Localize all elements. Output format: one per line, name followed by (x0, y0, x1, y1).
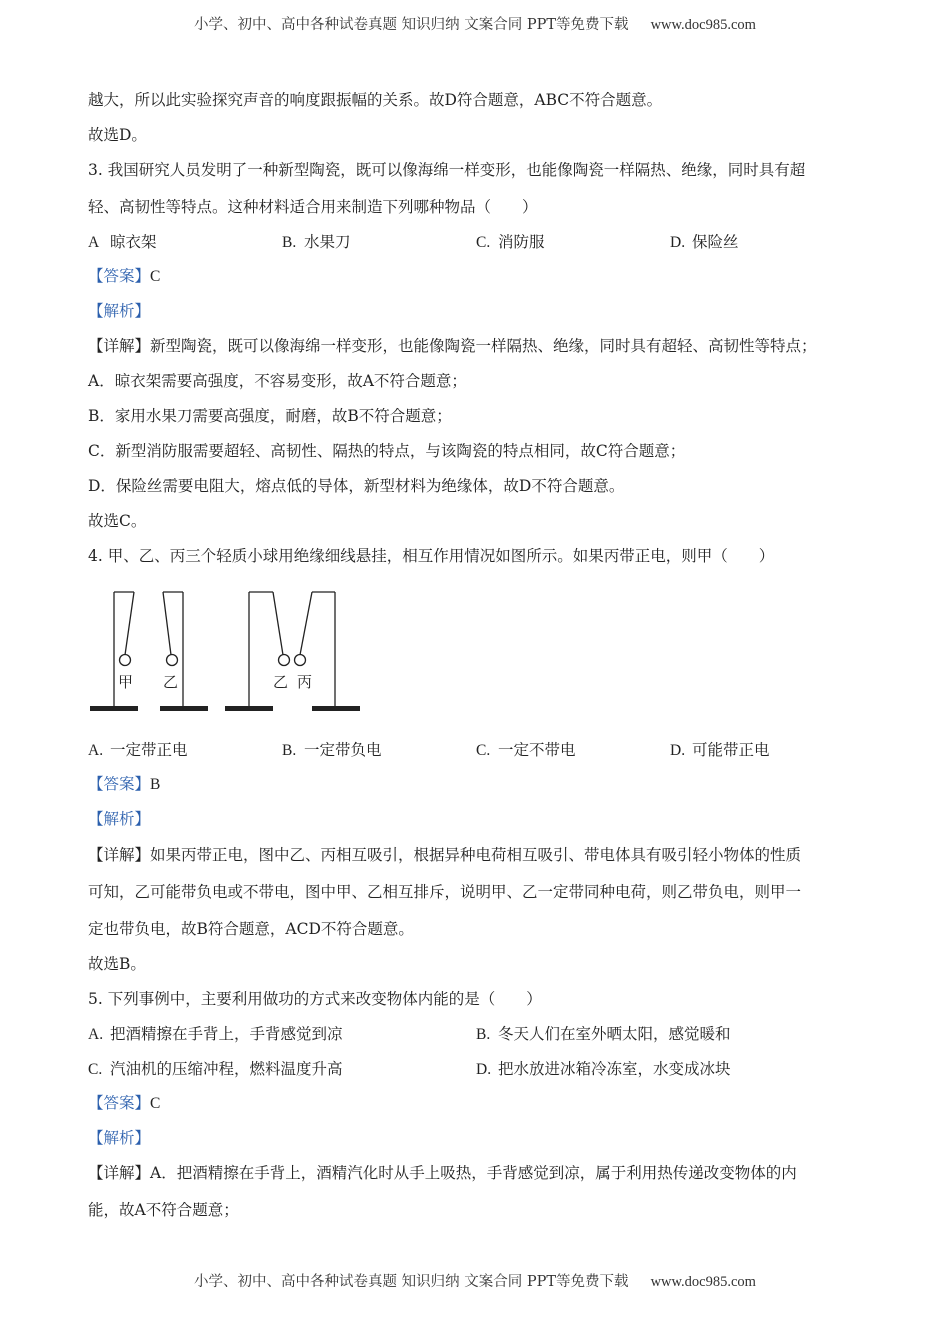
q4-detail-2: 可知，乙可能带负电或不带电，图中甲、乙相互排斥，说明甲、乙一定带同种电荷，则乙带负电，则甲一 (88, 883, 802, 901)
q5-option-b: B. 冬天人们在室外晒太阳，感觉暖和 (476, 1025, 731, 1043)
header-url[interactable]: www.doc985.com (650, 17, 756, 33)
thread-jia (125, 592, 134, 655)
page-footer (0, 1270, 950, 1291)
question-4-stem: 4. 甲、乙、丙三个轻质小球用绝缘细线悬挂，相互作用情况如图所示。如果丙带正电，则甲（ ） (88, 547, 775, 565)
text-line: 越大，所以此实验探究声音的响度跟振幅的关系。故D符合题意，ABC不符合题意。 (88, 91, 663, 109)
q3-option-d: D. 保险丝 (670, 233, 739, 251)
q4-option-b: B. 一定带负电 (282, 741, 382, 759)
q3-option-a: A 晾衣架 (88, 233, 157, 251)
ball-bing (295, 655, 306, 666)
footer-text: 小学、初中、高中各种试卷真题 知识归纳 文案合同 PPT等免费下载 (194, 1274, 629, 1290)
q5-analysis-label: 【解析】 (88, 1129, 151, 1147)
base-3 (225, 706, 273, 711)
label-yi-2: 乙 (273, 673, 289, 691)
question-3-stem: 3. 我国研究人员发明了一种新型陶瓷，既可以像海绵一样变形，也能像陶瓷一样隔热、绝缘，同时具有超 (88, 161, 806, 179)
q4-detail-3: 定也带负电，故B符合题意，ACD不符合题意。 (88, 920, 414, 938)
q4-analysis-label: 【解析】 (88, 810, 151, 828)
q5-answer: 【答案】C (88, 1094, 161, 1112)
question-5-stem: 5. 下列事例中，主要利用做功的方式来改变物体内能的是（ ） (88, 990, 542, 1008)
text-line: 故选D。 (88, 126, 147, 144)
footer-url[interactable]: www.doc985.com (650, 1274, 756, 1290)
q3-detail-c: C．新型消防服需要超轻、高韧性、隔热的特点，与该陶瓷的特点相同，故C符合题意； (88, 442, 686, 460)
q3-detail-a: A．晾衣架需要高强度，不容易变形，故A不符合题意； (88, 372, 467, 390)
thread-yi-2 (273, 592, 283, 655)
header-text: 小学、初中、高中各种试卷真题 知识归纳 文案合同 PPT等免费下载 (194, 17, 629, 33)
q5-detail: 【详解】A．把酒精擦在手背上，酒精汽化时从手上吸热，手背感觉到凉，属于利用热传递改变物体的内 (88, 1164, 797, 1182)
q5-option-c: C. 汽油机的压缩冲程，燃料温度升高 (88, 1060, 343, 1078)
q5-detail-2: 能，故A不符合题意； (88, 1201, 239, 1219)
q5-option-d: D. 把水放进冰箱冷冻室，水变成冰块 (476, 1060, 731, 1078)
q3-answer: 【答案】C (88, 267, 161, 285)
q4-option-c: C. 一定不带电 (476, 741, 576, 759)
q4-answer: 【答案】B (88, 775, 161, 793)
q4-detail: 【详解】如果丙带正电，图中乙、丙相互吸引，根据异种电荷相互吸引、带电体具有吸引轻小物体的性质 (88, 846, 802, 864)
q4-option-a: A. 一定带正电 (88, 741, 188, 759)
base-2 (160, 706, 208, 711)
ball-jia (120, 655, 131, 666)
q3-conclusion: 故选C。 (88, 512, 147, 530)
page-header (0, 13, 950, 34)
q3-detail-d: D．保险丝需要电阻大，熔点低的导体，新型材料为绝缘体，故D不符合题意。 (88, 477, 625, 495)
q3-option-b: B. 水果刀 (282, 233, 351, 251)
base-4 (312, 706, 360, 711)
q5-option-a: A. 把酒精擦在手背上，手背感觉到凉 (88, 1025, 343, 1043)
q4-option-d: D. 可能带正电 (670, 741, 770, 759)
base-1 (90, 706, 138, 711)
ball-yi-2 (279, 655, 290, 666)
q4-conclusion: 故选B。 (88, 955, 146, 973)
label-jia: 甲 (118, 673, 134, 691)
q3-detail-b: B．家用水果刀需要高强度，耐磨，故B不符合题意； (88, 407, 452, 425)
q3-option-c: C. 消防服 (476, 233, 545, 251)
label-bing: 丙 (297, 673, 313, 691)
question-3-stem-cont: 轻、高韧性等特点。这种材料适合用来制造下列哪种物品（ ） (88, 198, 538, 216)
q3-detail: 【详解】新型陶瓷，既可以像海绵一样变形，也能像陶瓷一样隔热、绝缘，同时具有超轻、高韧性等特点； (88, 337, 817, 355)
pendulum-figure (85, 585, 370, 720)
thread-bing (300, 592, 312, 655)
q3-analysis-label: 【解析】 (88, 302, 151, 320)
label-yi-1: 乙 (163, 673, 179, 691)
ball-yi-1 (167, 655, 178, 666)
thread-yi-1 (163, 592, 171, 655)
